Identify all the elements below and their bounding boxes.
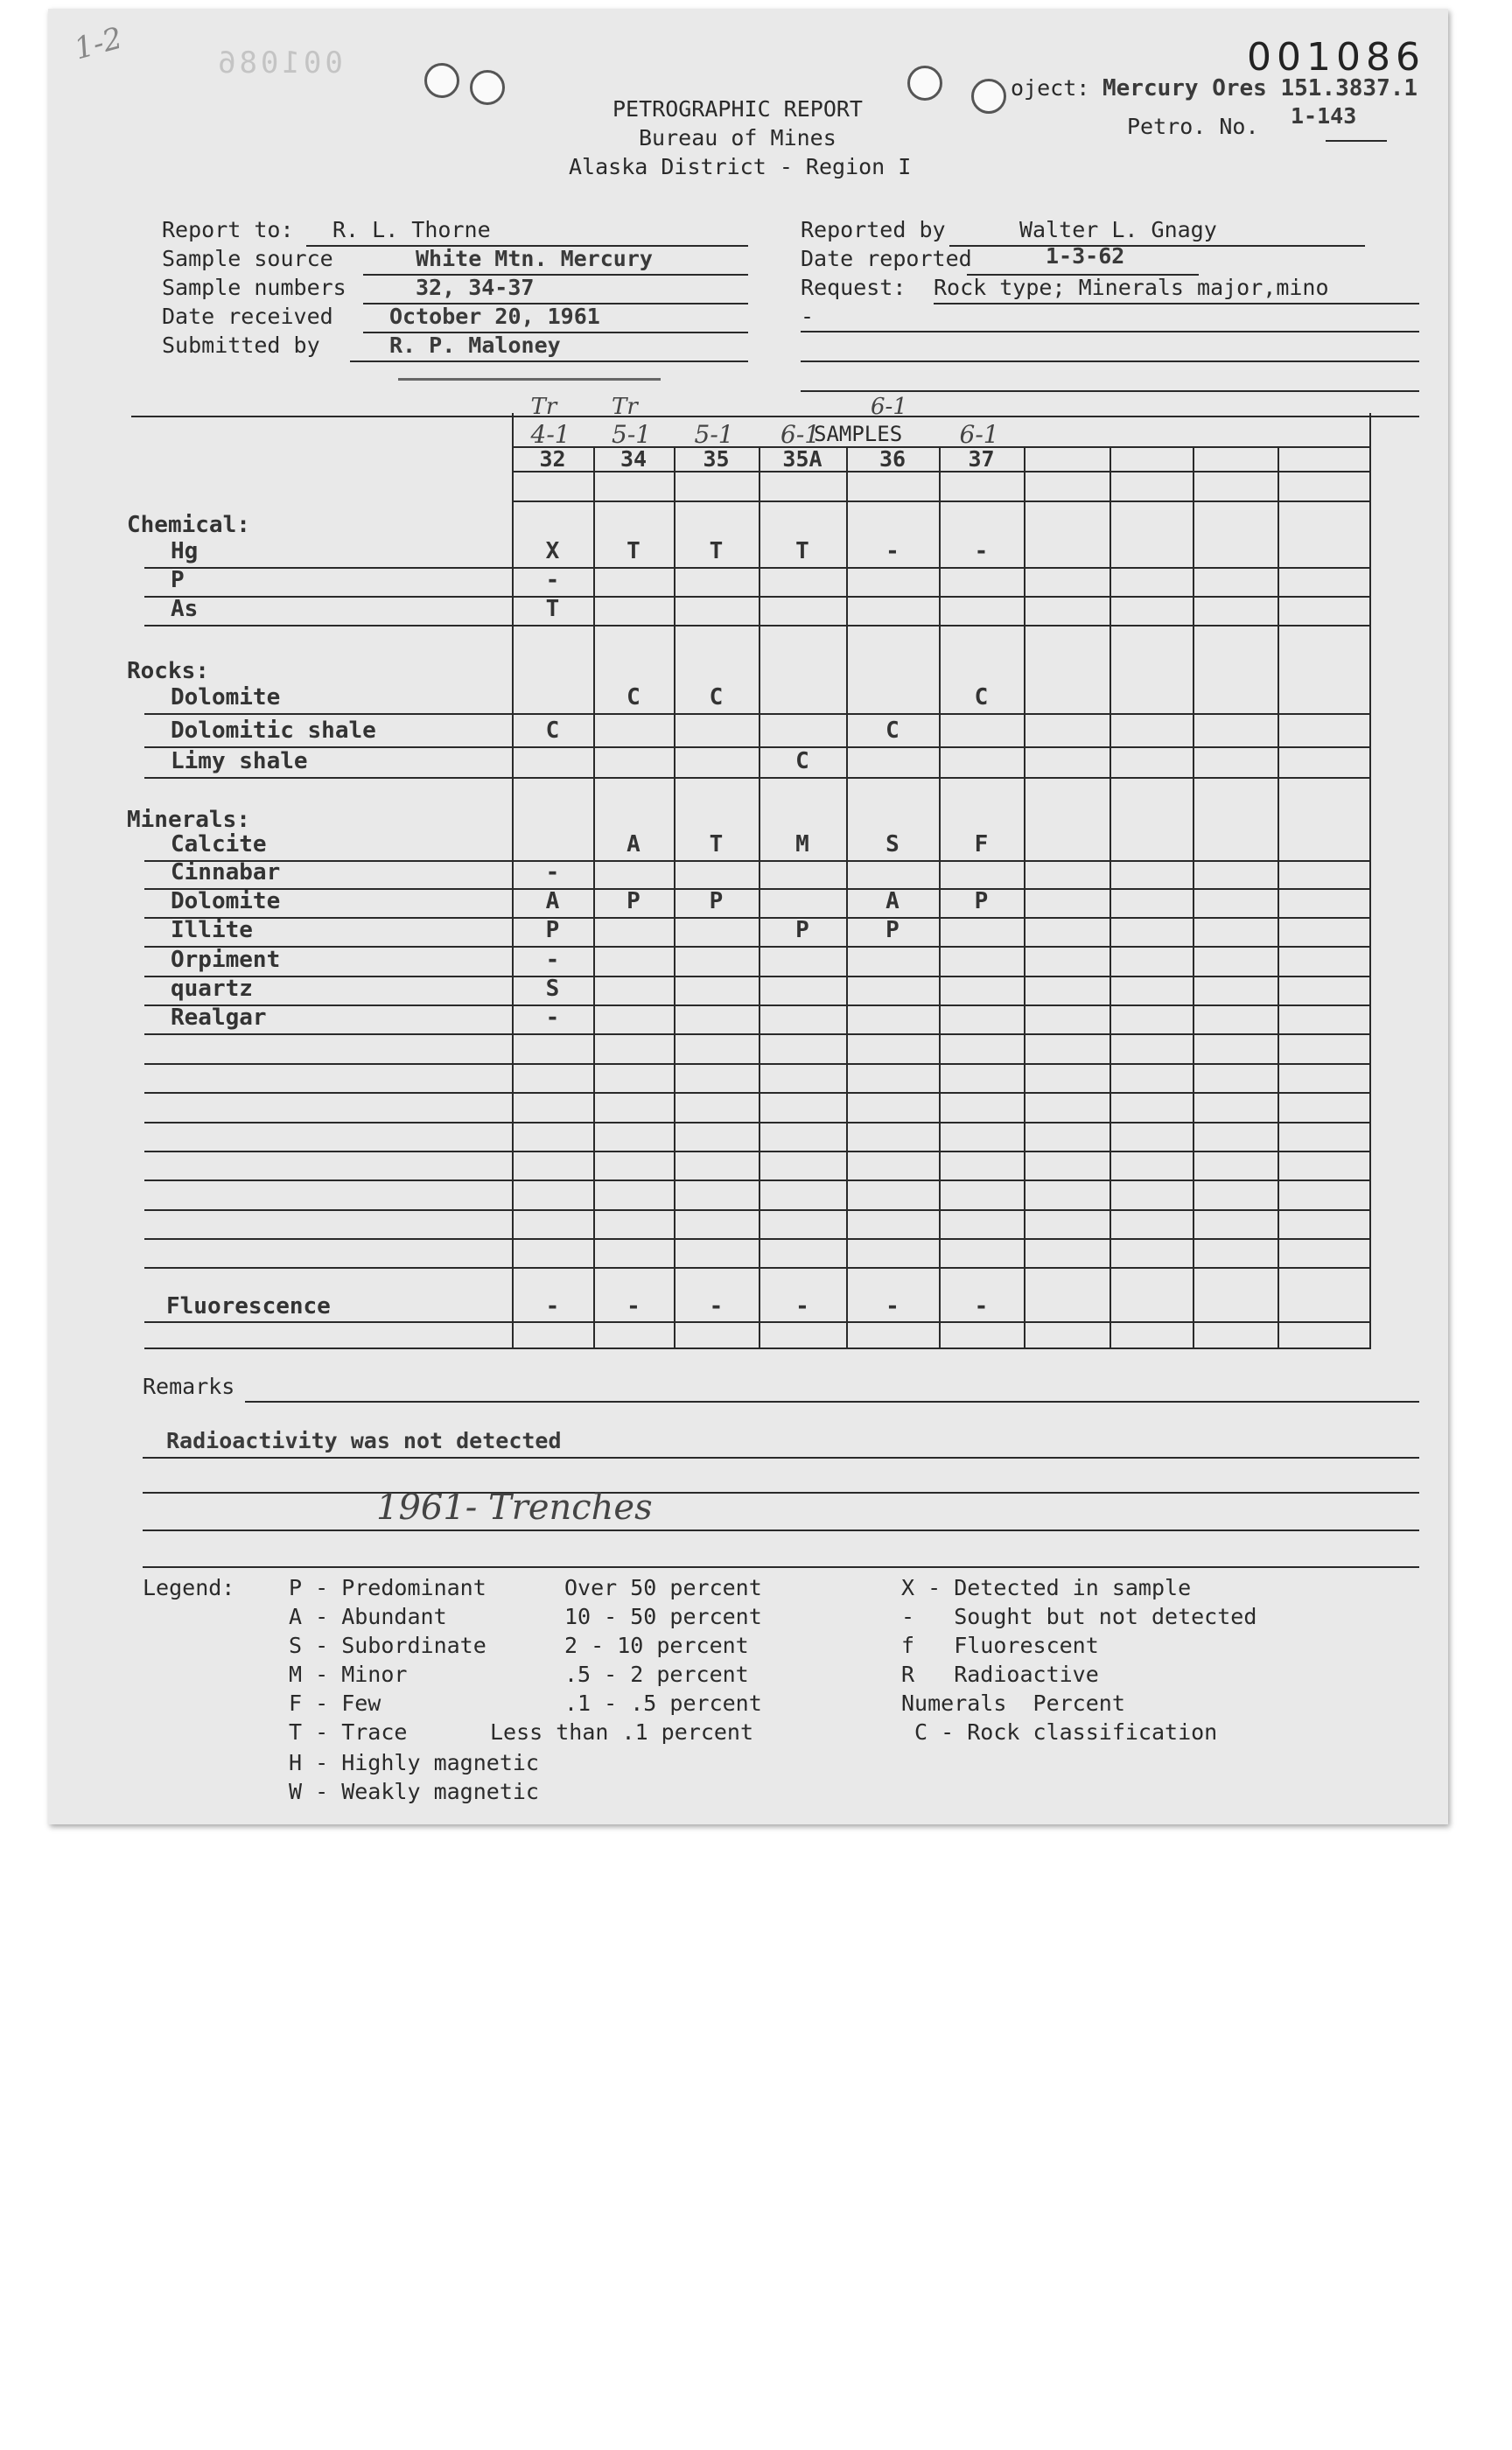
- blank-row-line: [144, 1063, 1371, 1065]
- table-cell: -: [545, 567, 560, 593]
- blank-row-line: [144, 1151, 1371, 1152]
- row-line: [144, 596, 1371, 598]
- legend-symbol: R Radioactive: [901, 1662, 1099, 1687]
- legend-range: 2 - 10 percent: [564, 1633, 749, 1658]
- handwritten-sample-id: 5-1: [694, 420, 734, 449]
- legend-code: P - Predominant: [289, 1575, 486, 1600]
- row-line: [144, 976, 1371, 977]
- legend-symbol: C - Rock classification: [901, 1719, 1218, 1745]
- remarks-handwritten: 1961- Trenches: [376, 1488, 653, 1528]
- row-line: [144, 946, 1371, 948]
- table-cell: P: [795, 917, 809, 943]
- legend-code: A - Abundant: [289, 1604, 447, 1629]
- grid-column-line: [1278, 446, 1279, 1348]
- handwritten-note: Tr: [530, 394, 557, 420]
- table-cell: A: [886, 888, 900, 914]
- legend-label: Legend:: [143, 1575, 235, 1600]
- field-value: R. L. Thorne: [332, 217, 491, 242]
- row-line: [144, 567, 1371, 569]
- blank-row-line: [144, 1267, 1371, 1269]
- date-reported-label: Date reported: [801, 246, 972, 271]
- table-cell: C: [974, 684, 989, 710]
- blank-row-line: [144, 1180, 1371, 1181]
- table-cell: M: [795, 831, 809, 858]
- handwritten-note: 6-1: [871, 394, 907, 420]
- field-underline: [398, 378, 661, 381]
- table-row-label: Cinnabar: [171, 859, 281, 886]
- field-value: R. P. Maloney: [389, 332, 561, 358]
- blank-row-line: [144, 1122, 1371, 1124]
- table-cell: -: [974, 538, 989, 564]
- table-cell: S: [545, 976, 560, 1002]
- table-cell: C: [709, 684, 724, 710]
- reported-by-label: Reported by: [801, 217, 946, 242]
- grid-column-line: [1110, 446, 1111, 1348]
- table-cell: T: [545, 596, 560, 622]
- legend-range: .1 - .5 percent: [564, 1690, 762, 1716]
- request-label: Request:: [801, 275, 906, 300]
- handwritten-sample-id: 6-1: [959, 420, 999, 449]
- table-cell: P: [974, 888, 989, 914]
- table-cell: A: [545, 888, 560, 914]
- grid-column-line: [1369, 413, 1371, 1348]
- punch-hole: [470, 70, 505, 105]
- header-district: Alaska District - Region I: [569, 154, 912, 179]
- grid-column-line: [512, 413, 514, 1348]
- grid-column-line: [1024, 446, 1026, 1348]
- field-label: Sample numbers: [162, 275, 346, 300]
- faint-stamp: 001086: [214, 46, 343, 80]
- table-cell: C: [626, 684, 640, 710]
- table-cell: A: [626, 831, 640, 858]
- field-label: Report to:: [162, 217, 294, 242]
- table-cell: P: [545, 917, 560, 943]
- table-cell: -: [545, 947, 560, 973]
- grid-column-line: [674, 446, 676, 1348]
- field-value: October 20, 1961: [389, 304, 600, 329]
- document-number: 001086: [1247, 35, 1425, 80]
- table-row-label: quartz: [171, 976, 253, 1002]
- column-header: 32: [539, 446, 566, 472]
- table-row-label: Dolomite: [171, 684, 281, 710]
- table-cell: -: [886, 538, 900, 564]
- punch-hole: [971, 79, 1006, 114]
- legend-range: .5 - 2 percent: [564, 1662, 749, 1687]
- section-heading: Chemical:: [127, 512, 250, 538]
- table-cell: T: [795, 538, 809, 564]
- legend-code: T - Trace: [289, 1719, 408, 1745]
- table-cell: -: [886, 1293, 900, 1320]
- table-row-label: Illite: [171, 917, 253, 943]
- column-header: 35: [703, 446, 730, 472]
- table-cell: T: [709, 831, 724, 858]
- field-value: 32, 34-37: [416, 275, 535, 300]
- table-cell: -: [545, 859, 560, 886]
- row-line: [144, 1033, 1371, 1035]
- legend-code: F - Few: [289, 1690, 382, 1716]
- table-row-label: Realgar: [171, 1004, 267, 1031]
- column-header: 34: [620, 446, 648, 472]
- request-value: Rock type; Minerals major,mino: [934, 275, 1329, 300]
- table-row-label: Orpiment: [171, 947, 281, 973]
- table-cell: C: [886, 718, 900, 744]
- legend-code: S - Subordinate: [289, 1633, 486, 1658]
- grid-column-line: [593, 446, 595, 1348]
- table-row-label: Dolomite: [171, 888, 281, 914]
- handwritten-sample-id: 6-1: [780, 420, 821, 449]
- table-cell: C: [795, 748, 809, 774]
- handwritten-sample-id: 4-1: [530, 420, 570, 449]
- row-line: [144, 1004, 1371, 1006]
- row-line: [144, 888, 1371, 890]
- report-title: PETROGRAPHIC REPORT: [612, 96, 863, 122]
- row-line: [144, 777, 1371, 779]
- column-header: 37: [968, 446, 995, 472]
- legend-symbol: Numerals Percent: [901, 1690, 1125, 1716]
- table-row-label: As: [171, 596, 199, 622]
- punch-hole: [907, 66, 942, 101]
- blank-row-line: [144, 1209, 1371, 1211]
- table-cell: X: [545, 538, 560, 564]
- grid-column-line: [939, 446, 941, 1348]
- petro-value: 1-143: [1291, 103, 1357, 129]
- reported-by-value: Walter L. Gnagy: [1019, 217, 1217, 242]
- field-label: Submitted by: [162, 332, 320, 358]
- remarks-label: Remarks: [143, 1374, 235, 1399]
- legend-range: Less than .1 percent: [490, 1719, 754, 1745]
- table-cell: P: [709, 888, 724, 914]
- table-cell: -: [974, 1293, 989, 1320]
- handwritten-note: Tr: [612, 394, 638, 420]
- remarks-line: Radioactivity was not detected: [166, 1428, 562, 1453]
- legend-code: W - Weakly magnetic: [289, 1779, 539, 1804]
- table-cell: T: [626, 538, 640, 564]
- petro-label: Petro. No.: [1127, 114, 1259, 139]
- legend-symbol: X - Detected in sample: [901, 1575, 1192, 1600]
- table-row-label: Hg: [171, 538, 199, 564]
- field-label: Sample source: [162, 246, 333, 271]
- field-underline: [350, 360, 748, 362]
- row-line: [144, 1348, 1371, 1349]
- grid-line: [512, 500, 1371, 502]
- field-value: White Mtn. Mercury: [416, 246, 653, 271]
- table-cell: -: [545, 1293, 560, 1320]
- row-line: [144, 860, 1371, 862]
- legend-code: M - Minor: [289, 1662, 408, 1687]
- row-line: [144, 713, 1371, 715]
- table-row-label: Dolomitic shale: [171, 718, 376, 744]
- blank-row-line: [144, 1092, 1371, 1094]
- blank-row-line: [144, 1238, 1371, 1240]
- grid-column-line: [846, 446, 848, 1348]
- date-reported-value: 1-3-62: [1046, 243, 1125, 269]
- table-row-label: Calcite: [171, 831, 267, 858]
- corner-mark: 1-2: [70, 20, 127, 67]
- section-heading: Minerals:: [127, 807, 250, 833]
- fluorescence-label: Fluorescence: [166, 1293, 331, 1320]
- project-value: Mercury Ores 151.3837.1: [1102, 75, 1418, 102]
- project-label: oject:: [1011, 75, 1090, 101]
- request-extra: -: [801, 304, 815, 329]
- legend-range: Over 50 percent: [564, 1575, 762, 1600]
- table-cell: -: [545, 1004, 560, 1031]
- legend-range: 10 - 50 percent: [564, 1604, 762, 1629]
- field-label: Date received: [162, 304, 333, 329]
- table-cell: P: [886, 917, 900, 943]
- table-row-label: Limy shale: [171, 748, 308, 774]
- table-cell: C: [545, 718, 560, 744]
- section-heading: Rocks:: [127, 658, 209, 684]
- legend-code: H - Highly magnetic: [289, 1750, 539, 1775]
- column-header: 35A: [782, 446, 822, 472]
- table-row-label: P: [171, 567, 185, 593]
- table-cell: -: [795, 1293, 809, 1320]
- table-cell: -: [626, 1293, 640, 1320]
- handwritten-sample-id: 5-1: [612, 420, 652, 449]
- header-bureau: Bureau of Mines: [639, 125, 836, 150]
- table-cell: -: [709, 1293, 724, 1320]
- legend-symbol: - Sought but not detected: [901, 1604, 1257, 1629]
- row-line: [144, 746, 1371, 748]
- samples-heading: SAMPLES: [814, 422, 903, 446]
- row-line: [144, 625, 1371, 626]
- grid-column-line: [759, 446, 760, 1348]
- legend-symbol: f Fluorescent: [901, 1633, 1099, 1658]
- grid-column-line: [1193, 446, 1194, 1348]
- punch-hole: [424, 63, 459, 98]
- table-cell: F: [974, 831, 989, 858]
- row-line: [144, 1321, 1371, 1323]
- table-cell: T: [709, 538, 724, 564]
- column-header: 36: [878, 446, 906, 472]
- table-cell: P: [626, 888, 640, 914]
- table-cell: S: [886, 831, 900, 858]
- row-line: [144, 917, 1371, 919]
- report-sheet: [48, 9, 1448, 1824]
